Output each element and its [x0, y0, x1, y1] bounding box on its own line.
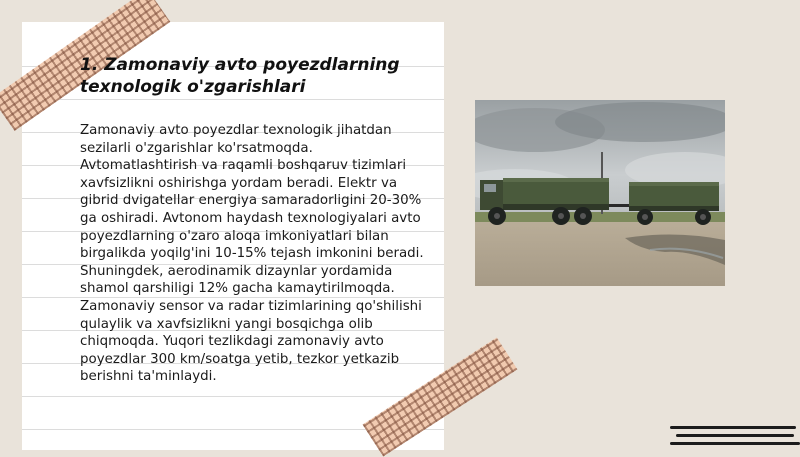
decorative-lines — [670, 420, 800, 450]
decorative-line — [676, 434, 794, 437]
slide-title: 1. Zamonaviy avto poyezdlarning texnologik o'zgarishlari — [80, 55, 400, 97]
truck-photo — [475, 100, 725, 286]
decorative-line — [670, 426, 796, 429]
decorative-line — [670, 442, 800, 445]
slide-body-text: Zamonaviy avto poyezdlar texnologik jihatdan sezilarli o'zgarishlar ko'rsatmoqda. Avtomatlashtirish va raqamli boshqaruv tizimlari xavfsizlikni oshirishga yordam beradi. Elektr va gibrid dvigatellar energiya samaradorligini 20-30% ga oshiradi. Avtonom haydash texnologiyalari avto poyezdlarning o'zaro aloqa imkoniyatlari bilan birgalikda yoqilg'ini 10-15% tejash imkonini beradi. Shuningdek, aerodinamik dizaynlar yordamida shamol qarshiligi 12% gacha kamaytirilmoqda. Zamonaviy sensor va radar tizimlarining qo'shilishi qulaylik va xavfsizlikni yangi bosqichga olib chiqmoqda. Yuqori tezlikdagi zamonaviy avto poyezdlar 300 km/soatga yetib, tezkor yetkazib berishni ta'minlaydi. — [80, 123, 424, 385]
